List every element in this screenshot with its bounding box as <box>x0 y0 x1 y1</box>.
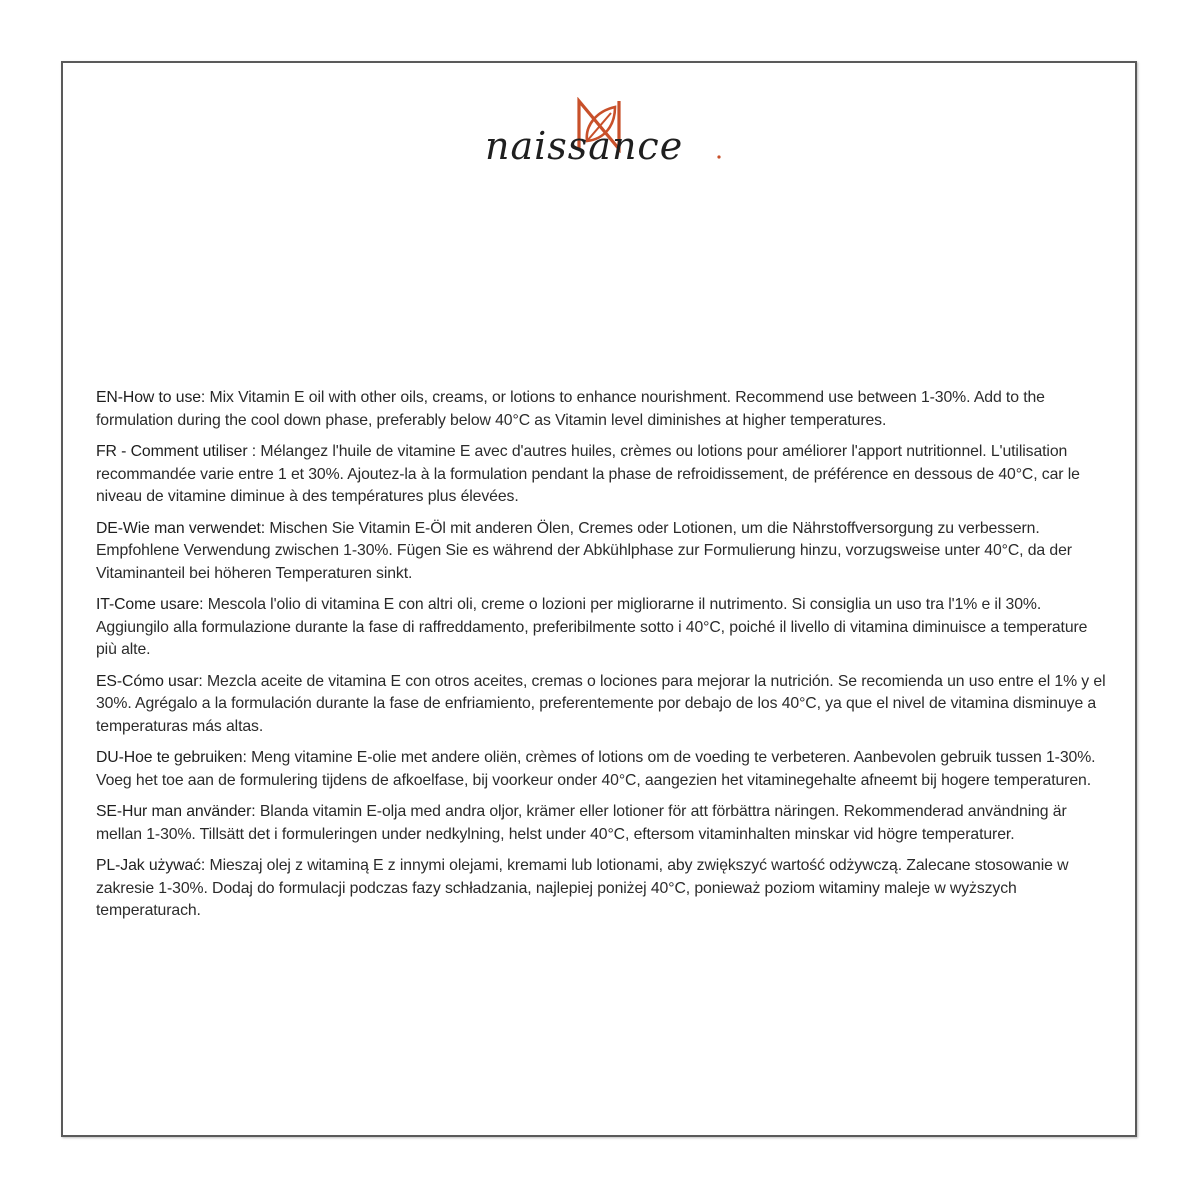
instruction-label: IT-Come usare: <box>96 596 204 613</box>
instruction-de <box>96 518 1111 586</box>
instruction-text: Blanda vitamin E-olja med andra oljor, krämer eller lotioner för att förbättra näringen. Rekommenderad användning är mellan 1-30%. Tillsätt det i formuleringen under nedkylning, helst under 40°C, eftersom vitaminhalten minskar vid högre temperaturer. <box>96 803 1067 843</box>
instruction-label: DU-Hoe te gebruiken: <box>96 749 247 766</box>
instruction-label: FR - Comment utiliser : <box>96 443 257 460</box>
instruction-label: PL-Jak używać: <box>96 857 206 874</box>
instruction-text: Mieszaj olej z witaminą E z innymi olejami, kremami lub lotionami, aby zwiększyć wartość odżywczą. Zalecane stosowanie w zakresie 1-30%. Dodaj do formulacji podczas fazy schładzania, najlepiej poniżej 40°C, ponieważ poziom witaminy maleje w wyższych temperaturach. <box>96 857 1069 919</box>
brand-wordmark <box>483 123 743 173</box>
instruction-du <box>96 747 1111 792</box>
instruction-fr <box>96 441 1111 509</box>
instruction-it <box>96 594 1111 662</box>
instruction-text: Mezcla aceite de vitamina E con otros aceites, cremas o lociones para mejorar la nutrición. Se recomienda un uso entre el 1% y el 30%. Agrégalo a la formulación durante la fase de enfriamiento, preferentemente por debajo de los 40°C, ya que el nivel de vitamina disminuye a temperaturas más altas. <box>96 672 1106 735</box>
usage-instructions <box>96 387 1111 932</box>
instruction-es <box>96 671 1111 739</box>
instruction-se <box>96 801 1111 846</box>
instruction-en <box>96 387 1111 432</box>
instruction-label: EN-How to use: <box>96 389 206 406</box>
brand-name: naissance <box>485 124 684 168</box>
instruction-text: Mix Vitamin E oil with other oils, creams, or lotions to enhance nourishment. Recommend use between 1-30%. Add to the formulation during the cool down phase, preferably below 40°C as Vitamin level diminishes at higher temperatures. <box>96 389 1045 429</box>
instruction-text: Mélangez l'huile de vitamine E avec d'autres huiles, crèmes ou lotions pour améliorer l'apport nutritionnel. L'utilisation recommandée varie entre 1 et 30%. Ajoutez-la à la formulation pendant la phase de refroidissement, de préférence en dessous de 40°C, car le niveau de vitamine diminue à des températures plus élevées. <box>96 443 1080 505</box>
instruction-text: Mischen Sie Vitamin E-Öl mit anderen Ölen, Cremes oder Lotionen, um die Nährstoffversorgung zu verbessern. Empfohlene Verwendung zwischen 1-30%. Fügen Sie es während der Abkühlphase zur Formulierung hinzu, vorzugsweise unter 40°C, da der Vitaminanteil bei höheren Temperaturen sinkt. <box>96 519 1072 582</box>
instruction-pl <box>96 855 1111 923</box>
instruction-card <box>61 61 1137 1137</box>
instruction-label: ES-Cómo usar: <box>96 672 203 690</box>
instruction-label: DE-Wie man verwendet: <box>96 519 266 537</box>
instruction-label: SE-Hur man använder: <box>96 803 256 820</box>
instruction-text: Meng vitamine E-olie met andere oliën, crèmes of lotions om de voeding te verbeteren. Aanbevolen gebruik tussen 1-30%. Voeg het toe aan de formulering tijdens de afkoelfase, bij voorkeur onder 40°C, aangezien het vitaminegehalte afneemt bij hogere temperaturen. <box>96 749 1096 789</box>
instruction-text: Mescola l'olio di vitamina E con altri oli, creme o lozioni per migliorarne il nutrimento. Si consiglia un uso tra l'1% e il 30%. Aggiungilo alla formulazione durante la fase di raffreddamento, preferibilmente sotto i 40°C, poiché il livello di vitamina diminuisce a temperature più alte. <box>96 596 1088 658</box>
